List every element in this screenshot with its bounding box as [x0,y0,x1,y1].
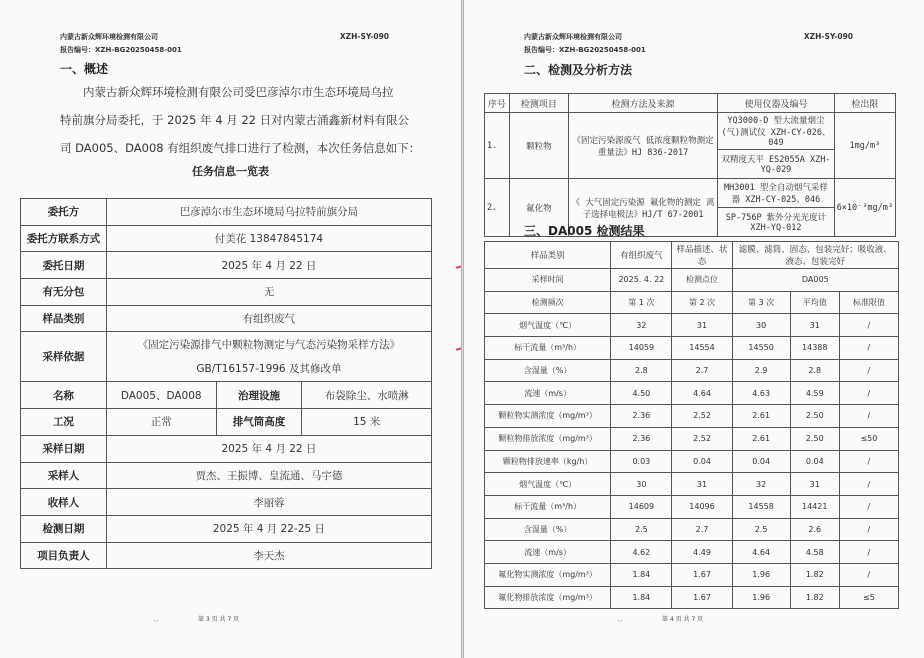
cell-value: 1.96 [732,563,790,586]
results-body [485,314,899,609]
cell-value: / [839,518,898,541]
section-title-overview: 一、概述 [60,62,109,76]
row-value: 2025 年 4 月 22 日 [106,435,431,462]
cell-value: 2.36 [611,405,672,428]
cell-value: 4.50 [611,382,672,405]
row-label: 收样人 [21,489,107,516]
header-doc-code: XZH-SY-090 [803,32,853,41]
section-title-results: 三、DA005 检测结果 [524,224,645,238]
row-label: 采样人 [21,462,107,489]
row-label: 标干流量（m³/h） [485,495,611,518]
method-no: 2. [485,179,510,237]
table-row [21,382,432,409]
method-item: 颗粒物 [509,113,568,179]
table-row [485,179,896,208]
cell-value: 31 [672,314,732,337]
row-value: 贾杰、王振博、皇流通、马宇德 [106,462,431,489]
cell-value: / [839,495,898,518]
row-label: 含湿量（%） [485,359,611,382]
row-label: 采样时间 [485,269,611,292]
cell: 样品描述、状态 [672,242,732,269]
cell-value: 4.49 [672,541,732,564]
method-instrument: SP-756P 紫外分光光度计 XZH-YQ-012 [718,208,834,237]
cell-value: 1.82 [790,563,839,586]
report-page-4 [463,0,924,658]
row-label: 样品类别 [21,305,107,332]
intro-line: 内蒙古新众辉环境检测有限公司受巴彦淖尔市生态环境局乌拉 [83,85,394,99]
table-row [485,563,899,586]
row-label: 颗粒物实测浓度（mg/m³） [485,405,611,428]
row-label: 检测频次 [485,291,611,314]
table-row [21,225,432,252]
cell-value: 1.67 [672,586,732,609]
column-header: 标准限值 [839,291,898,314]
cell-value: / [839,337,898,360]
row-value: 付美花 13847845174 [106,225,431,252]
cell-value: 2.7 [672,359,732,382]
table-row [485,269,899,292]
row-label: 排气筒高度 [216,409,302,436]
results-table [484,241,899,609]
row-label: 氟化物排放浓度（mg/m³） [485,586,611,609]
column-header: 平均值 [790,291,839,314]
cell-value: / [839,450,898,473]
table-row [485,242,899,269]
cell-value: 2.36 [611,427,672,450]
header-report-number: 报告编号：XZH-BG20250458-001 [524,46,646,54]
column-header: 检测方法及来源 [568,94,717,113]
row-value: 李天杰 [106,542,431,569]
row-label: 流速（m/s） [485,382,611,405]
method-source: 《 大气固定污染源 氟化物的测定 离子选择电极法》HJ/T 67-2001 [568,179,717,237]
method-instrument: 双精度天平 ES2055A XZH-YQ-029 [718,150,834,179]
row-label: 样品类别 [485,242,611,269]
cell-value: / [839,405,898,428]
header-report-number: 报告编号：XZH-BG20250458-001 [60,46,182,54]
stamp-edge-mark [456,347,462,350]
row-value: 李丽蓉 [106,489,431,516]
page-footer [153,614,240,623]
cell: 检测点位 [672,269,732,292]
row-label: 烟气温度（℃） [485,314,611,337]
methods-table [484,93,896,237]
table-row [485,427,899,450]
table-row [485,518,899,541]
cell-value: 30 [611,473,672,496]
column-header: 第 3 次 [732,291,790,314]
row-value: 布袋除尘、水喷淋 [302,382,432,409]
row-value: 15 米 [302,409,432,436]
table-row [21,332,432,382]
cell-value: 14558 [732,495,790,518]
row-label: 氟化物实测浓度（mg/m³） [485,563,611,586]
cell-value: 31 [672,473,732,496]
row-value-line: 《固定污染源排气中颗粒物测定与气态污染物采样方法》 [137,339,401,352]
table-row [485,473,899,496]
cell-value: ≤5 [839,586,898,609]
task-info-table [20,198,432,569]
cell-value: / [839,382,898,405]
table-row [21,515,432,542]
cell-value: 2.52 [672,405,732,428]
cell-value: 4.59 [790,382,839,405]
row-label: 治理设施 [216,382,302,409]
table-header-row [485,94,896,113]
cell: DA005 [732,269,898,292]
cell-value: 4.64 [732,541,790,564]
cell-value: 0.03 [611,450,672,473]
table-row [485,382,899,405]
cell-value: 1.96 [732,586,790,609]
footer-dots: 、、 [153,616,163,623]
cell: 滤膜、滤筒、固态、包装完好；吸收液、液态、包装完好 [732,242,898,269]
row-label: 含湿量（%） [485,518,611,541]
method-source: 《固定污染源废气 低浓度颗粒物测定重量法》HJ 836-2017 [568,113,717,179]
cell-value: 14096 [672,495,732,518]
row-label: 采样依据 [21,332,107,382]
cell-value: 2.61 [732,405,790,428]
row-label: 采样日期 [21,435,107,462]
cell-value: 14609 [611,495,672,518]
row-value: 2025 年 4 月 22 日 [106,252,431,279]
row-label: 颗粒物排放浓度（mg/m³） [485,427,611,450]
cell-value: 14550 [732,337,790,360]
cell-value: 4.63 [732,382,790,405]
row-value: 正常 [106,409,216,436]
table-row [485,586,899,609]
cell-value: 31 [790,314,839,337]
cell-value: 2.50 [790,405,839,428]
cell-value: 30 [732,314,790,337]
intro-line: 特前旗分局委托，于 2025 年 4 月 22 日对内蒙古涌鑫新材料有限公 [60,113,410,127]
table-row [21,199,432,226]
method-instrument: MH3001 型全自动烟气采样器 XZH-CY-025、046 [718,179,834,208]
header-company: 内蒙古新众辉环境检测有限公司 [524,33,622,41]
cell-value: 0.04 [672,450,732,473]
row-label: 名称 [21,382,107,409]
cell-value: 2.50 [790,427,839,450]
table-caption: 任务信息一览表 [192,165,269,178]
stamp-edge-mark [456,265,462,268]
header-company: 内蒙古新众辉环境检测有限公司 [60,33,158,41]
intro-paragraph [60,78,421,162]
row-label: 有无分包 [21,279,107,306]
cell-value: ≤50 [839,427,898,450]
column-header: 检出限 [834,94,895,113]
row-label: 工况 [21,409,107,436]
table-row [21,435,432,462]
cell-value: / [839,563,898,586]
column-header: 第 2 次 [672,291,732,314]
row-label: 检测日期 [21,515,107,542]
cell-value: 1.84 [611,563,672,586]
cell-value: 14421 [790,495,839,518]
table-row [485,337,899,360]
method-instrument: YQ3000-D 型大流量烟尘(气)测试仪 XZH-CY-026、049 [718,113,834,150]
cell-value: 2.5 [611,518,672,541]
row-label: 流速（m/s） [485,541,611,564]
cell-value: / [839,359,898,382]
method-limit: 1mg/m³ [834,113,895,179]
cell-value: 0.04 [732,450,790,473]
cell-value: 2.8 [611,359,672,382]
cell-value: 0.04 [790,450,839,473]
column-header: 使用仪器及编号 [718,94,834,113]
table-row [21,252,432,279]
cell-value: 2.9 [732,359,790,382]
cell-value: 2.52 [672,427,732,450]
table-row [485,113,896,150]
method-item: 氟化物 [509,179,568,237]
row-label: 标干流量（m³/h） [485,337,611,360]
cell-value: / [839,541,898,564]
table-row [21,409,432,436]
table-row [485,495,899,518]
header-doc-code: XZH-SY-090 [339,32,389,41]
page-footer [617,614,704,623]
row-label: 委托日期 [21,252,107,279]
column-header: 检测项目 [509,94,568,113]
cell-value: 4.58 [790,541,839,564]
cell: 2025. 4. 22 [611,269,672,292]
table-row [485,405,899,428]
cell-value: 31 [790,473,839,496]
table-row [21,542,432,569]
cell-value: / [839,473,898,496]
cell-value: 2.7 [672,518,732,541]
cell-value: 2.8 [790,359,839,382]
cell-value: 4.62 [611,541,672,564]
row-label: 颗粒物排放速率（kg/h） [485,450,611,473]
row-label: 烟气温度（℃） [485,473,611,496]
cell-value: 14388 [790,337,839,360]
cell-value: / [839,314,898,337]
page-number: 第 3 页 共 7 页 [198,616,240,623]
row-label: 委托方联系方式 [21,225,107,252]
section-title-methods: 二、检测及分析方法 [524,63,633,77]
table-row [485,359,899,382]
table-row [485,291,899,314]
cell-value: 32 [611,314,672,337]
row-label: 委托方 [21,199,107,226]
intro-line: 司 DA005、DA008 有组织废气排口进行了检测，本次任务信息如下： [60,141,421,155]
table-row [485,450,899,473]
footer-dots: 、、 [617,616,627,623]
cell-value: 14554 [672,337,732,360]
cell-value: 1.82 [790,586,839,609]
cell-value: 2.5 [732,518,790,541]
cell: 有组织废气 [611,242,672,269]
row-value: 巴彦淖尔市生态环境局乌拉特前旗分局 [106,199,431,226]
column-header: 第 1 次 [611,291,672,314]
cell-value: 1.84 [611,586,672,609]
cell-value: 32 [732,473,790,496]
row-value: 有组织废气 [106,305,431,332]
method-no: 1. [485,113,510,179]
cell-value: 2.6 [790,518,839,541]
table-row [21,305,432,332]
row-value: 无 [106,279,431,306]
cell-value: 2.61 [732,427,790,450]
table-row [21,279,432,306]
table-row [485,314,899,337]
method-limit: 6×10⁻³mg/m³ [834,179,895,237]
row-value: DA005、DA008 [106,382,216,409]
cell-value: 14059 [611,337,672,360]
table-row [21,462,432,489]
cell-value: 4.64 [672,382,732,405]
table-row [485,541,899,564]
cell-value: 1.67 [672,563,732,586]
row-value: 2025 年 4 月 22-25 日 [106,515,431,542]
table-row [21,489,432,516]
page-number: 第 4 页 共 7 页 [662,616,704,623]
row-value-line: GB/T16157-1996 及其修改单 [196,363,342,376]
row-label: 项目负责人 [21,542,107,569]
row-value [106,332,431,382]
column-header: 序号 [485,94,510,113]
